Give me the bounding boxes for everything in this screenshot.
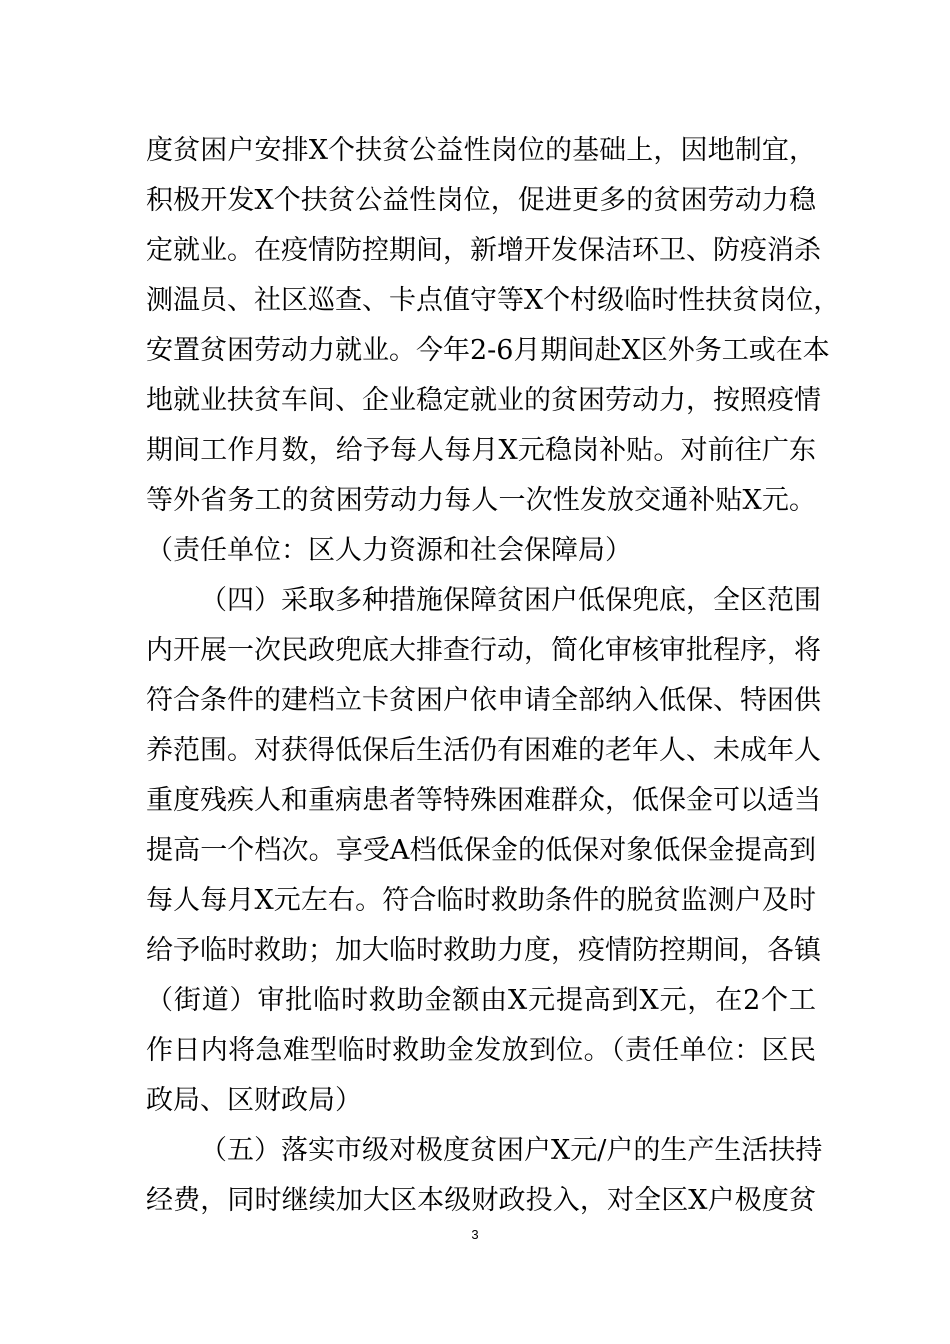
text-line: 给予临时救助；加大临时救助力度，疫情防控期间，各镇 (146, 935, 821, 966)
paragraph-heading-line: （四）采取多种措施保障贫困户低保兜底，全区范围 (200, 585, 821, 616)
text-line: 养范围。对获得低保后生活仍有困难的老年人、未成年人 (146, 735, 821, 766)
text-line: （责任单位：区人力资源和社会保障局） (146, 535, 632, 566)
text-line: 度贫困户安排X个扶贫公益性岗位的基础上，因地制宜， (146, 135, 816, 166)
paragraph-heading-line: （五）落实市级对极度贫困户X元/户的生产生活扶持 (200, 1135, 823, 1166)
text-line: （街道）审批临时救助金额由X元提高到X元，在2个工 (146, 985, 816, 1016)
text-line: 政局、区财政局） (146, 1085, 362, 1116)
text-line: 每人每月X元左右。符合临时救助条件的脱贫监测户及时 (146, 885, 816, 916)
text-line: 符合条件的建档立卡贫困户依申请全部纳入低保、特困供 (146, 685, 821, 716)
text-line: 地就业扶贫车间、企业稳定就业的贫困劳动力，按照疫情 (146, 385, 821, 416)
text-line: 内开展一次民政兜底大排查行动，简化审核审批程序，将 (146, 635, 821, 666)
text-line: 安置贫困劳动力就业。今年2-6月期间赴X区外务工或在本 (146, 335, 830, 366)
text-line: 定就业。在疫情防控期间，新增开发保洁环卫、防疫消杀 (146, 235, 821, 266)
text-line: 等外省务工的贫困劳动力每人一次性发放交通补贴X元。 (146, 485, 816, 516)
text-line: 重度残疾人和重病患者等特殊困难群众，低保金可以适当 (146, 785, 821, 816)
text-line: 经费，同时继续加大区本级财政投入，对全区X户极度贫 (146, 1185, 816, 1216)
text-line: 期间工作月数，给予每人每月X元稳岗补贴。对前往广东 (146, 435, 816, 466)
text-line: 提高一个档次。享受A档低保金的低保对象低保金提高到 (146, 835, 816, 866)
text-line: 测温员、社区巡查、卡点值守等X个村级临时性扶贫岗位， (146, 285, 841, 316)
text-line: 作日内将急难型临时救助金发放到位。（责任单位：区民 (146, 1035, 816, 1066)
page-number: 3 (471, 1227, 479, 1242)
text-line: 积极开发X个扶贫公益性岗位，促进更多的贫困劳动力稳 (146, 185, 816, 216)
